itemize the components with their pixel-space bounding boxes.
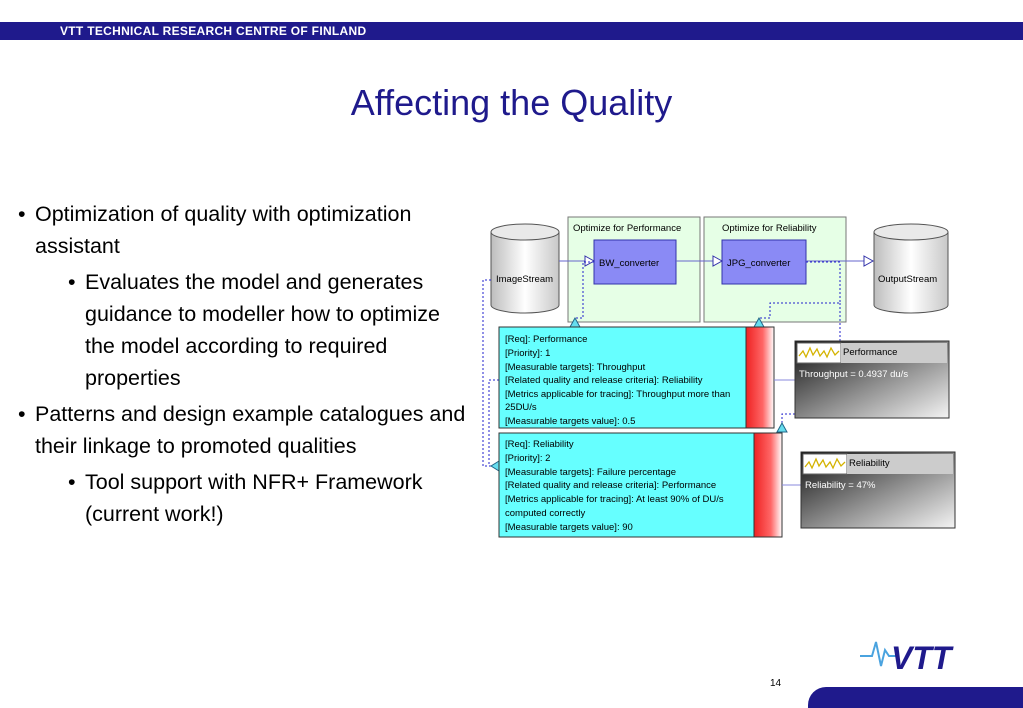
image-stream-label: ImageStream	[496, 274, 554, 285]
req-line: [Measurable targets]: Failure percentage	[505, 467, 677, 478]
bullet-dot: •	[18, 202, 26, 226]
requirement-performance	[499, 327, 774, 428]
bullet-dot: •	[68, 270, 76, 294]
req-line: computed correctly	[505, 508, 586, 519]
monitor-value: Reliability = 47%	[805, 480, 876, 491]
monitor-reliability	[801, 452, 955, 528]
group-title: Optimize for Reliability	[722, 223, 817, 234]
monitor-value: Throughput = 0.4937 du/s	[799, 369, 909, 380]
req-line: [Metrics applicable for tracing]: Throughput more than	[505, 389, 731, 400]
group-title: Optimize for Performance	[573, 223, 682, 234]
link-marker	[491, 461, 499, 471]
monitor-name: Performance	[843, 347, 898, 358]
logo-wordmark: VTT	[891, 640, 952, 676]
page-number: 14	[770, 678, 782, 689]
req-line: [Priority]: 2	[505, 453, 551, 464]
bullet-text: Evaluates the model and generates guidance to modeller how to optimize the model according to required properties	[85, 270, 440, 390]
bullet-dot: •	[68, 470, 76, 494]
req-line: [Related quality and release criteria]: Reliability	[505, 375, 703, 386]
monitor-performance	[795, 341, 949, 418]
req-line: [Measurable targets]: Throughput	[505, 362, 646, 373]
requirement-indicator	[754, 433, 782, 537]
image-stream-node	[491, 224, 559, 313]
link-marker	[777, 423, 787, 432]
req-line: [Related quality and release criteria]: Performance	[505, 480, 717, 491]
footer-bar	[808, 687, 1023, 708]
component-label: JPG_converter	[727, 258, 791, 269]
req-line: [Measurable targets value]: 90	[505, 522, 633, 533]
req-line: [Req]: Performance	[505, 334, 588, 345]
req-line: [Measurable targets value]: 0.5	[505, 416, 636, 427]
output-stream-label: OutputStream	[878, 274, 938, 285]
requirement-indicator	[746, 327, 774, 428]
monitor-name: Reliability	[849, 458, 890, 469]
component-label: BW_converter	[599, 258, 660, 269]
bullet-dot: •	[18, 402, 26, 426]
bullet-text: Patterns and design example catalogues and their linkage to promoted qualities	[35, 402, 466, 458]
slide-title: Affecting the Quality	[350, 82, 673, 123]
bullet-text: Tool support with NFR+ Framework (current work!)	[85, 470, 423, 526]
group-optimize-performance	[568, 217, 700, 322]
bullet-text: Optimization of quality with optimization assistant	[35, 202, 412, 258]
group-optimize-reliability	[704, 217, 846, 322]
req-line: 25DU/s	[505, 402, 537, 413]
vtt-logo	[858, 632, 983, 678]
org-name: VTT TECHNICAL RESEARCH CENTRE OF FINLAND	[60, 24, 367, 38]
req-line: [Priority]: 1	[505, 348, 551, 359]
req-line: [Req]: Reliability	[505, 439, 574, 450]
req-line: [Metrics applicable for tracing]: At least 90% of DU/s	[505, 494, 724, 505]
requirement-reliability	[499, 433, 782, 537]
output-stream-node	[874, 224, 948, 313]
